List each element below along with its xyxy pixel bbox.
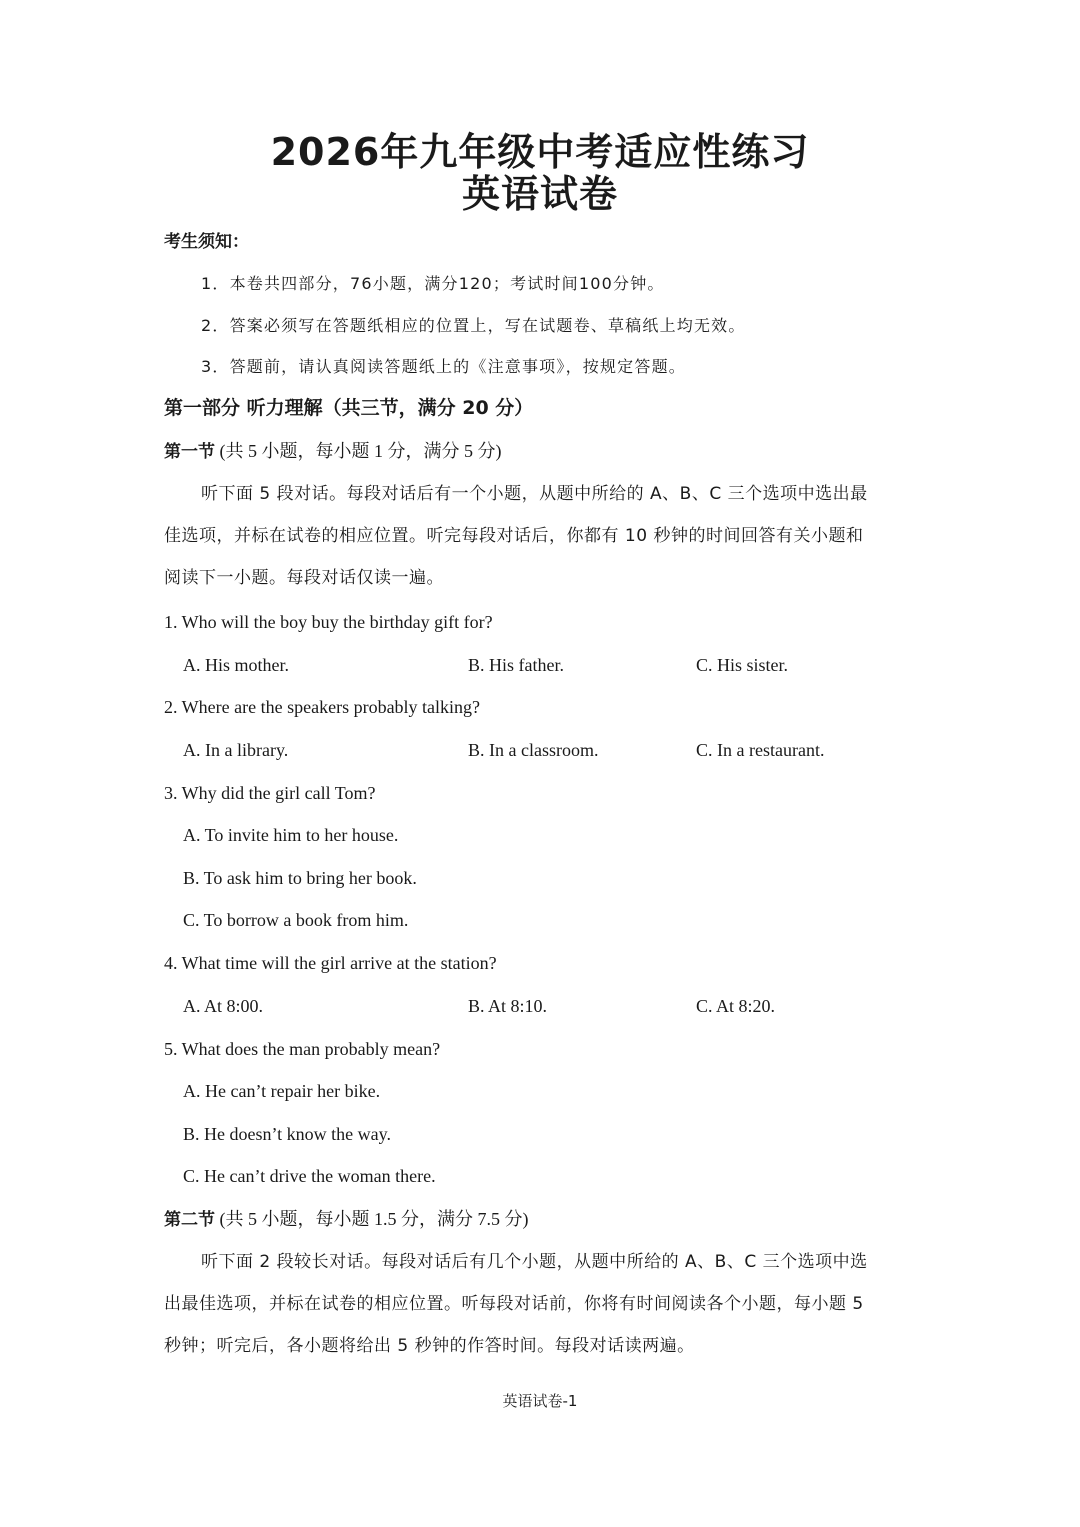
question-2-stem: 2. Where are the speakers probably talking? [164,697,481,717]
question-5-option-b: B. He doesn’t know the way. [183,1124,391,1144]
section2-label: 第二节 [164,1210,215,1230]
notice-item-2: 2．答案必须写在答题纸相应的位置上，写在试题卷、草稿纸上均无效。 [201,316,746,335]
section2-instructions-line3: 秒钟；听完后，各小题将给出 5 秒钟的作答时间。每段对话读两遍。 [164,1336,695,1356]
notice-item-3: 3．答题前，请认真阅读答题纸上的《注意事项》，按规定答题。 [201,357,686,376]
question-1-option-c: C. His sister. [696,655,789,675]
section1-heading [164,439,502,464]
question-5-option-a: A. He can’t repair her bike. [183,1081,381,1101]
notice-item-1: 1．本卷共四部分，76小题，满分120；考试时间100分钟。 [201,274,665,293]
exam-title-line1: 2026年九年级中考适应性练习 [270,130,810,174]
section2-heading [164,1207,529,1232]
page-footer: 英语试卷-1 [502,1392,578,1410]
section1-instructions-line2: 佳选项，并标在试卷的相应位置。听完每段对话后，你都有 10 秒钟的时间回答有关小题和 [164,526,864,546]
question-1-option-b: B. His father. [468,655,564,675]
question-4-option-b: B. At 8:10. [468,996,548,1016]
section2-instructions-line1: 听下面 2 段较长对话。每段对话后有几个小题，从题中所给的 A、B、C 三个选项中选 [201,1252,868,1272]
question-4-option-c: C. At 8:20. [696,996,776,1016]
notice-heading: 考生须知： [164,232,249,252]
section1-instructions-line3: 阅读下一小题。每段对话仅读一遍。 [164,568,444,588]
question-3-option-a: A. To invite him to her house. [183,825,399,845]
section2-detail: (共 5 小题，每小题 1.5 分，满分 7.5 分) [215,1209,529,1229]
section1-instructions-line1: 听下面 5 段对话。每段对话后有一个小题，从题中所给的 A、B、C 三个选项中选出最 [201,484,868,504]
question-3-option-c: C. To borrow a book from him. [183,910,409,930]
section1-detail: (共 5 小题，每小题 1 分，满分 5 分) [215,441,502,461]
question-1-option-a: A. His mother. [183,655,289,675]
part1-heading: 第一部分 听力理解（共三节，满分 20 分） [164,397,534,419]
question-1-stem: 1. Who will the boy buy the birthday gift for? [164,612,493,632]
question-2-option-b: B. In a classroom. [468,740,599,760]
question-5-option-c: C. He can’t drive the woman there. [183,1166,436,1186]
question-3-stem: 3. Why did the girl call Tom? [164,783,376,803]
section1-label: 第一节 [164,442,215,462]
question-4-stem: 4. What time will the girl arrive at the station? [164,953,497,973]
question-2-option-a: A. In a library. [183,740,289,760]
question-3-option-b: B. To ask him to bring her book. [183,868,417,888]
section2-instructions-line2: 出最佳选项，并标在试卷的相应位置。听每段对话前，你将有时间阅读各个小题，每小题 5 [164,1294,864,1314]
question-5-stem: 5. What does the man probably mean? [164,1039,441,1059]
question-4-option-a: A. At 8:00. [183,996,264,1016]
exam-title-line2: 英语试卷 [461,172,618,216]
question-2-option-c: C. In a restaurant. [696,740,825,760]
